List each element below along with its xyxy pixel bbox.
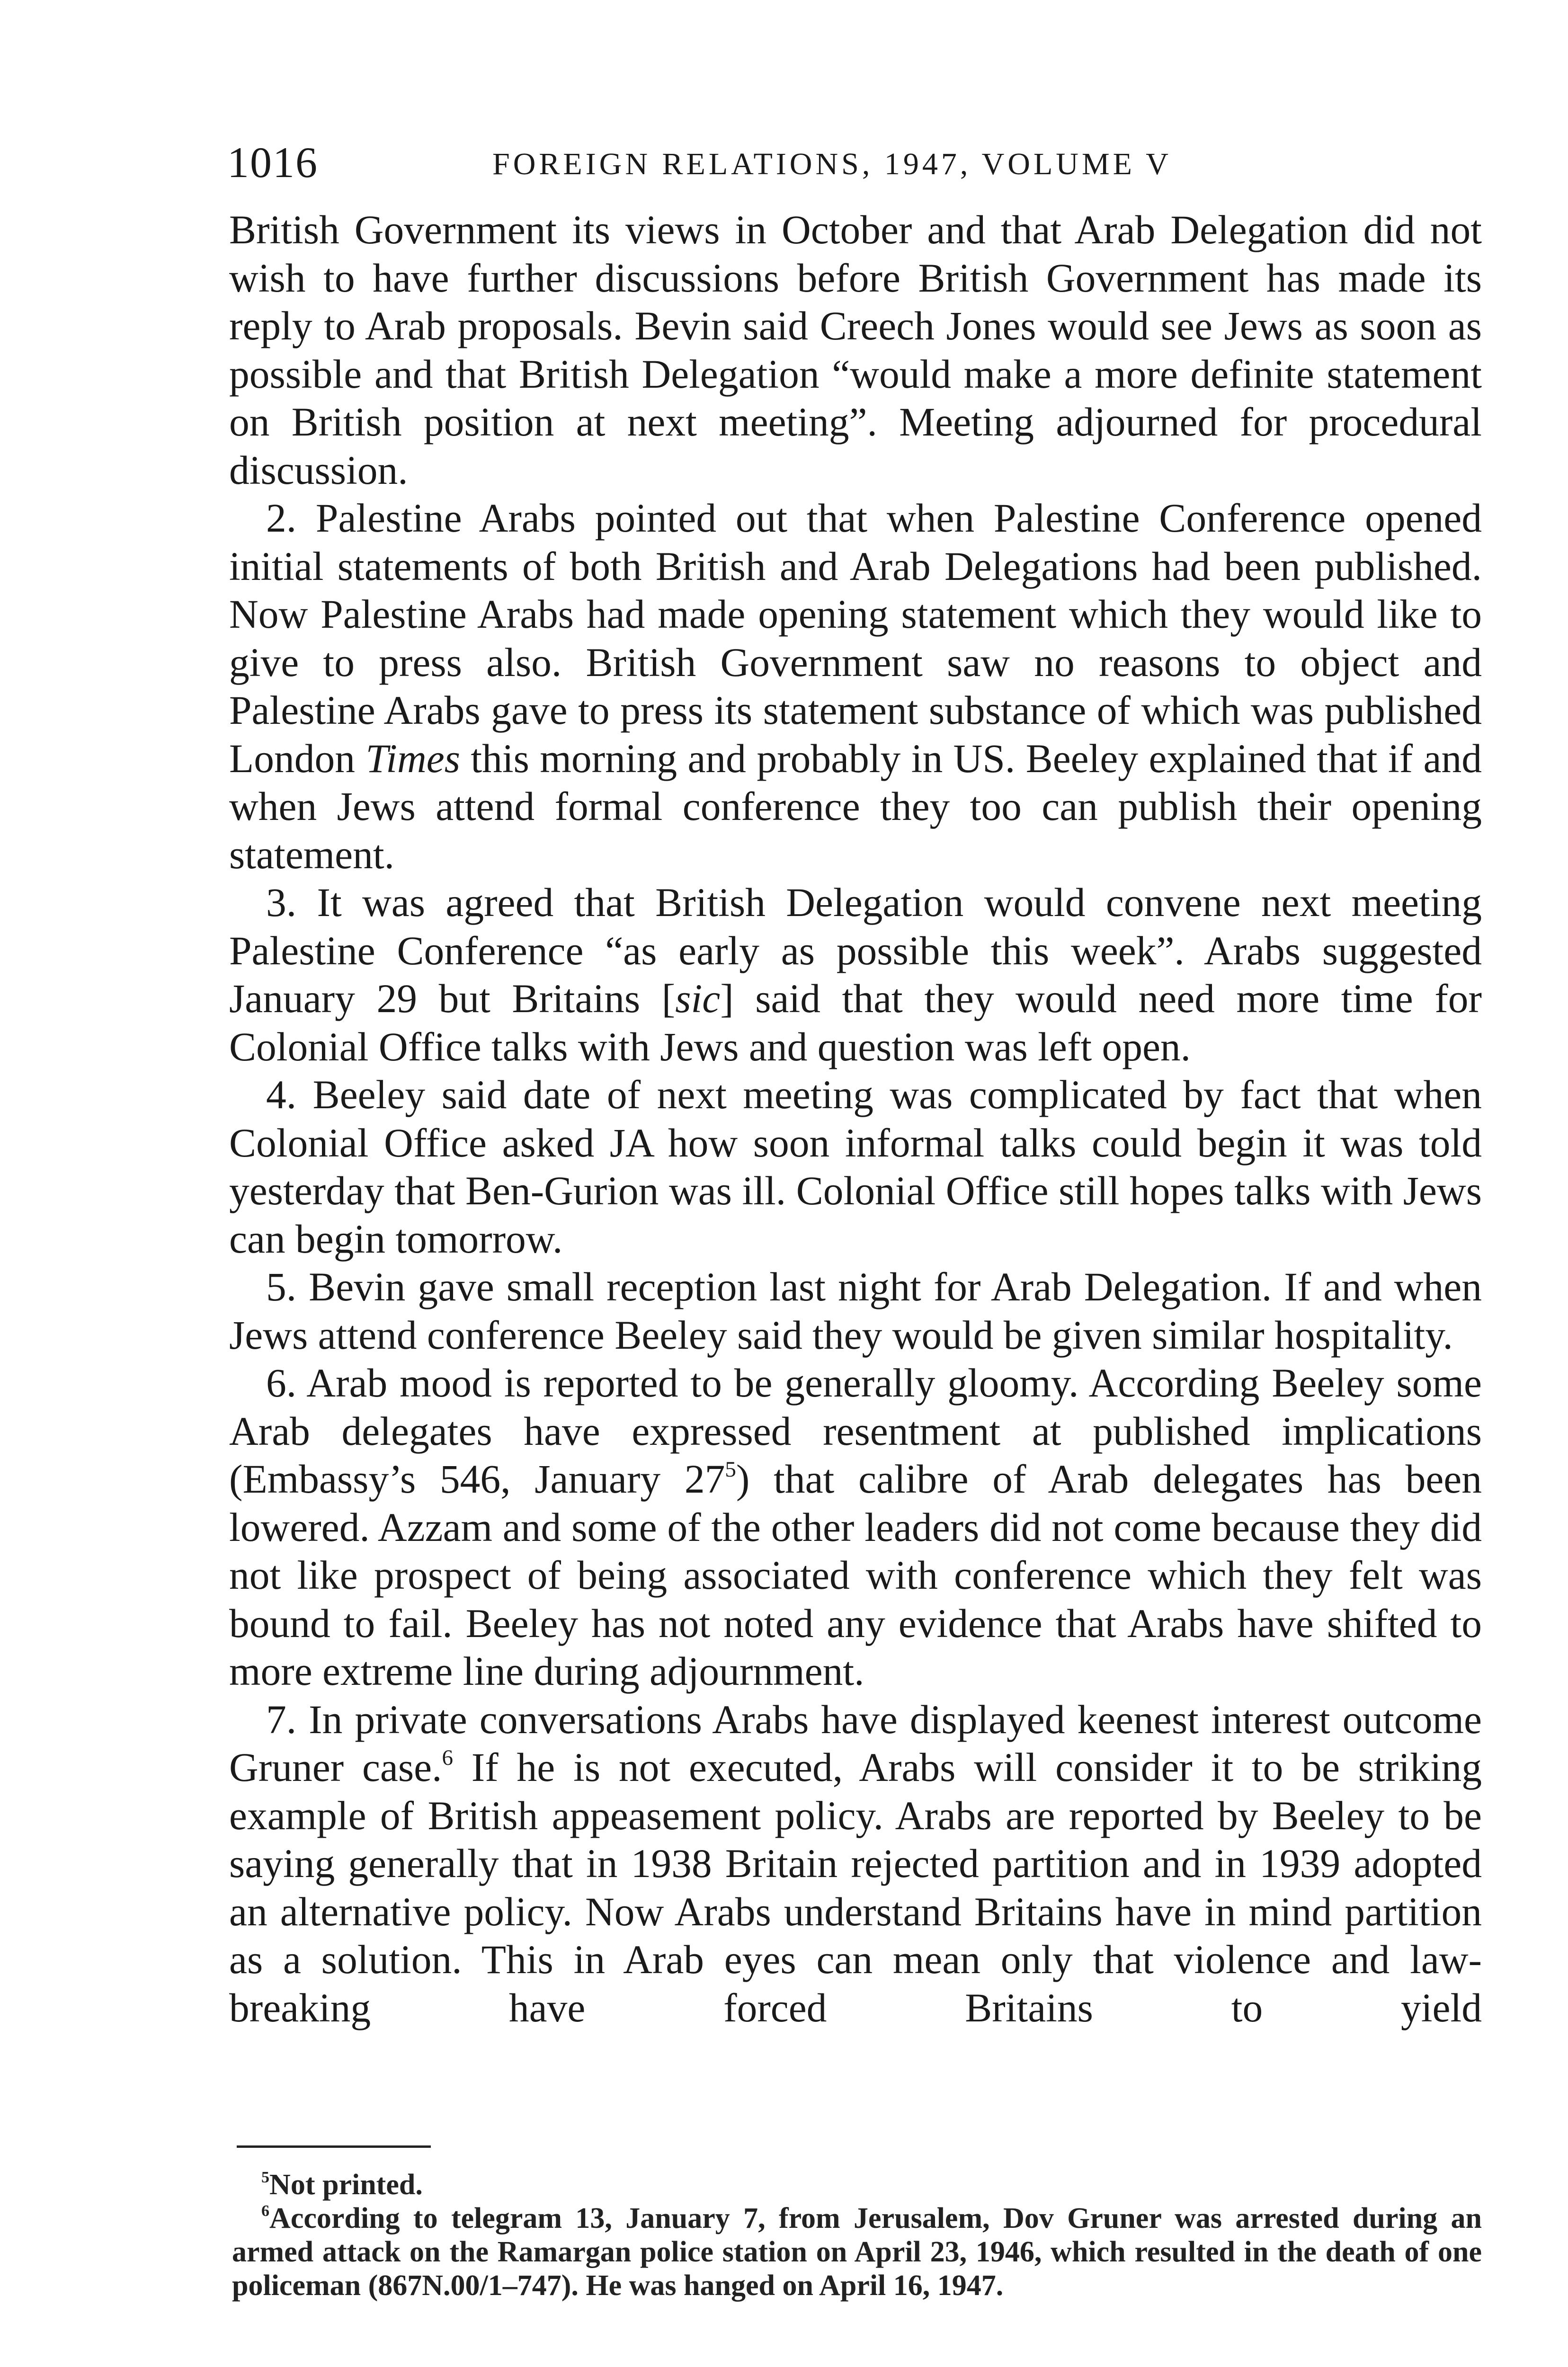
running-head: FOREIGN RELATIONS, 1947, VOLUME V [492, 147, 1172, 181]
paragraph-text: this morning and probably in US. Beeley explained that if and when Jews attend formal conference they too can publish their opening statement. [229, 736, 1482, 877]
body-text [229, 206, 1482, 2032]
footnote-reference[interactable]: 5 [725, 1457, 736, 1482]
paragraph-text: 4. Beeley said date of next meeting was complicated by fact that when Colonial Office asked JA how soon informal talks could begin it was told yesterday that Ben-Gurion was ill. Colonial Office still hopes talks with Jews can begin tomorrow. [229, 1073, 1482, 1262]
footnote [232, 2168, 1482, 2202]
footnote-mark: 6 [261, 2202, 270, 2220]
paragraph-6 [229, 1360, 1482, 1696]
paragraph-text: If he is not executed, Arabs will consider it to be striking example of British appeasement policy. Arabs are reported by Beeley to be saying generally that in 1938 Britain rejected partition and in 1939 adopted an alternative policy. Now Arabs understand Britains have in mind partition as a solution. This in Arab eyes can mean only that violence and law-breaking have forced Britains to yield [229, 1745, 1482, 2030]
paragraph-text: 7. In private conversations Arabs have displayed keenest interest outcome Gruner case. [229, 1697, 1482, 1790]
paragraph-3 [229, 879, 1482, 1071]
paragraph-text: 3. It was agreed that British Delegation would convene next meeting Palestine Conference “as early as possible this week”. Arabs suggested January 29 but Britains [ [229, 881, 1482, 1021]
paragraph-2 [229, 495, 1482, 879]
paragraph-5 [229, 1264, 1482, 1360]
paragraph-text: British Government its views in October and that Arab Delegation did not wish to have further discussions before British Government has made its reply to Arab proposals. Bevin said Creech Jones would see Jews as soon as possible and that British Delegation “would make a more definite statement on British position at next meeting”. Meeting adjourned for procedural discussion. [229, 208, 1482, 493]
paragraph-text: 5. Bevin gave small reception last night for Arab Delegation. If and when Jews attend conference Beeley said they would be given similar hospitality. [229, 1265, 1482, 1358]
page-number: 1016 [227, 138, 318, 187]
paragraph-4 [229, 1071, 1482, 1264]
paragraph-text: ] said that they would need more time for Colonial Office talks with Jews and question was left open. [229, 977, 1482, 1069]
footnote-divider [237, 2145, 431, 2148]
paragraph-text: 6. Arab mood is reported to be generally gloomy. According Beeley some Arab delegates have expressed resentment at published implications (Embassy’s 546, January 27 [229, 1361, 1482, 1502]
footnotes [232, 2168, 1482, 2303]
paragraph-text: ) that calibre of Arab delegates has been lowered. Azzam and some of the other leaders did not come because they did not like prospect of being associated with conference which they felt was bound to fail. Beeley has not noted any evidence that Arabs have shifted to more extreme line during adjournment. [229, 1457, 1482, 1694]
footnote-mark: 5 [261, 2168, 270, 2186]
paragraph-text: 2. Palestine Arabs pointed out that when Palestine Conference opened initial statements of both British and Arab Delegations had been published. Now Palestine Arabs had made opening statement which they would like to give to press also. British Government saw no reasons to object and Palestine Arabs gave to press its statement substance of which was published London [229, 496, 1482, 781]
footnote-text: Not printed. [269, 2169, 423, 2201]
page-header [227, 136, 1482, 188]
paragraph-continued [229, 206, 1482, 495]
footnote [232, 2202, 1482, 2303]
italic-text: Times [365, 736, 460, 781]
footnote-reference[interactable]: 6 [442, 1745, 453, 1770]
paragraph-7 [229, 1696, 1482, 2033]
italic-text: sic [675, 977, 721, 1021]
footnote-text: According to telegram 13, January 7, from Jerusalem, Dov Gruner was arrested during an armed attack on the Ramargan police station on April 23, 1946, which resulted in the death of one policeman (867N.00/1–747). He was hanged on April 16, 1947. [232, 2202, 1482, 2302]
